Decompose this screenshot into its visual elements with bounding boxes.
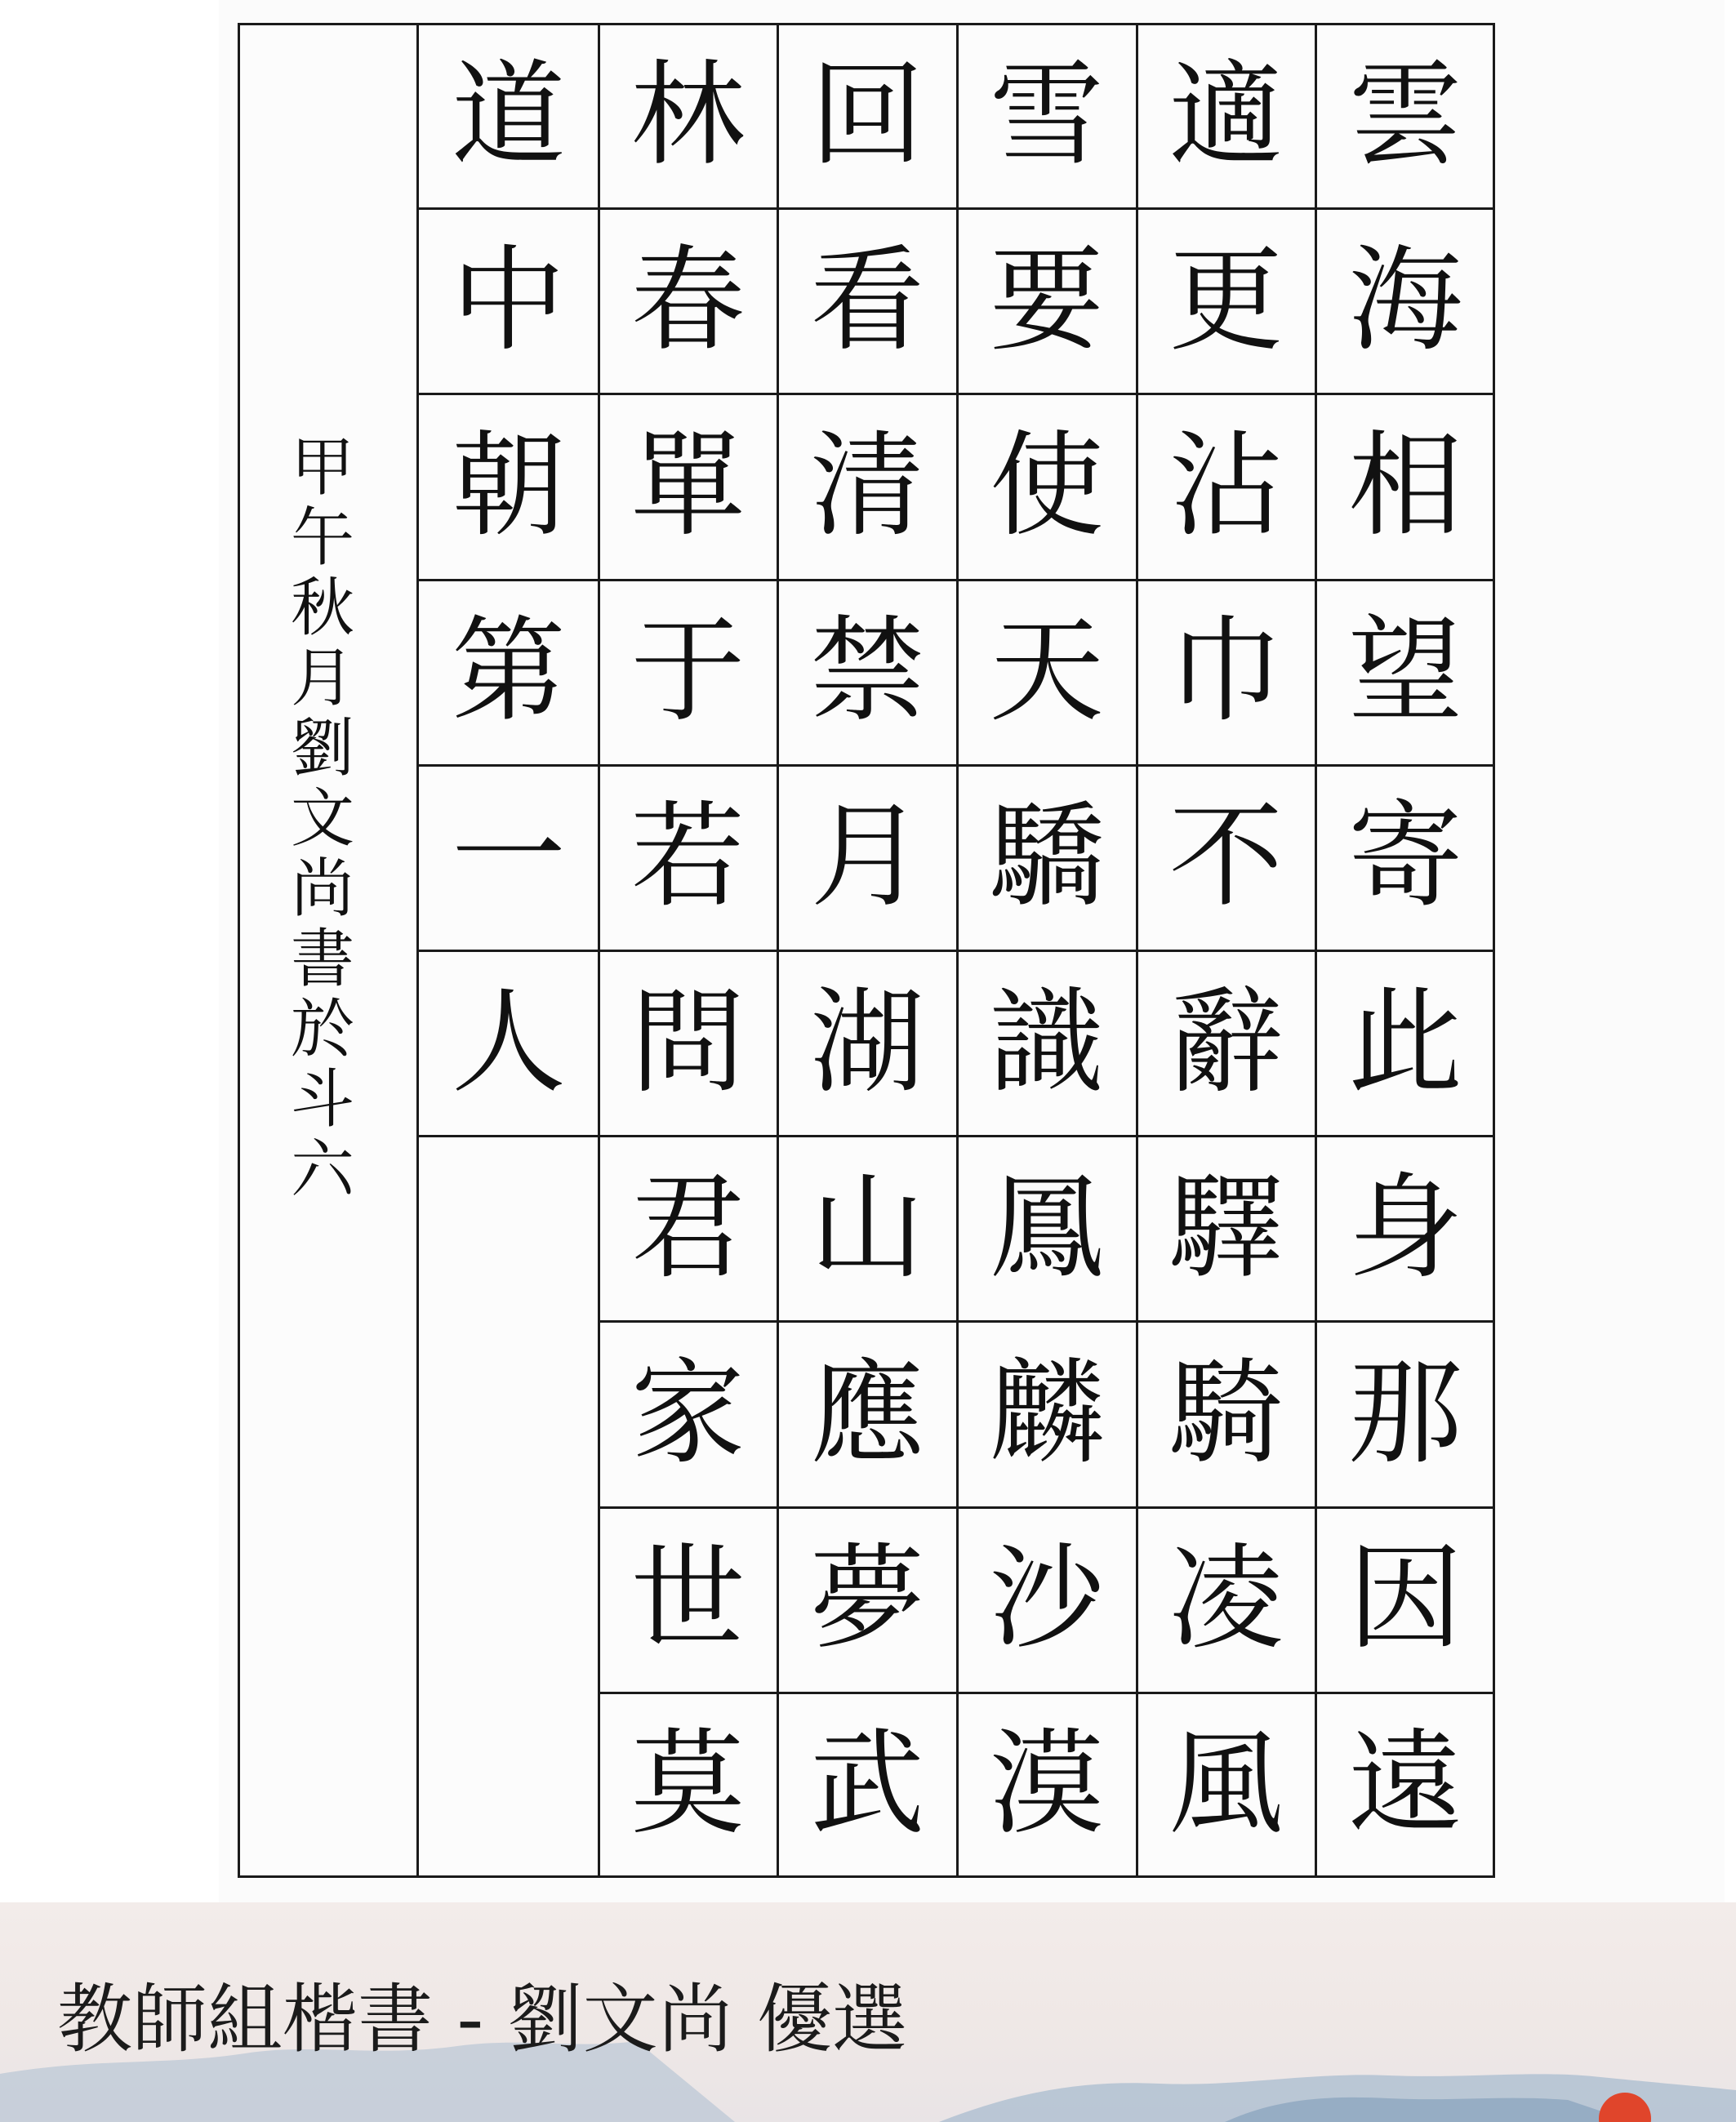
calligraphy-character: 識 (989, 976, 1104, 1110)
calligraphy-character: 武 (810, 1718, 925, 1852)
calligraphy-character: 鳳 (989, 1161, 1104, 1295)
calligraphy-character: 道 (451, 48, 566, 182)
calligraphy-character: 風 (1168, 1718, 1284, 1852)
calligraphy-character: 那 (1348, 1346, 1463, 1480)
calligraphy-character: 中 (451, 234, 566, 367)
calligraphy-character: 凌 (1168, 1533, 1284, 1666)
calligraphy-character: 問 (630, 976, 746, 1110)
calligraphy-character: 世 (630, 1533, 746, 1666)
calligraphy-character: 漠 (989, 1718, 1104, 1852)
calligraphy-character: 寄 (1348, 790, 1463, 924)
calligraphy-character: 天 (989, 605, 1104, 739)
calligraphy-character: 因 (1348, 1533, 1463, 1666)
calligraphy-character: 此 (1348, 976, 1463, 1110)
calligraphy-character: 沾 (1168, 419, 1284, 553)
calligraphy-character: 雲 (1348, 48, 1463, 182)
calligraphy-character: 禁 (810, 605, 925, 739)
calligraphy-character: 林 (630, 48, 746, 182)
calligraphy-character: 春 (630, 234, 746, 367)
calligraphy-character: 人 (451, 976, 566, 1110)
signature-inscription: 甲午秋月劉文尚書於斗六 (290, 431, 354, 1207)
calligraphy-character: 若 (630, 790, 746, 924)
calligraphy-character: 沙 (989, 1533, 1104, 1666)
calligraphy-character: 看 (810, 234, 925, 367)
calligraphy-character: 湖 (810, 976, 925, 1110)
calligraphy-character: 第 (451, 605, 566, 739)
calligraphy-character: 騎 (1168, 1346, 1284, 1480)
calligraphy-character: 回 (810, 48, 925, 182)
calligraphy-character: 家 (630, 1346, 746, 1480)
calligraphy-character: 莫 (630, 1718, 746, 1852)
calligraphy-character: 適 (1168, 48, 1284, 182)
calligraphy-character: 驛 (1168, 1161, 1284, 1295)
calligraphy-character: 一 (451, 790, 566, 924)
calligraphy-character: 遠 (1348, 1718, 1463, 1852)
calligraphy-character: 海 (1348, 234, 1463, 367)
calligraphy-character: 使 (989, 419, 1104, 553)
calligraphy-character: 應 (810, 1346, 925, 1480)
calligraphy-character: 望 (1348, 605, 1463, 739)
calligraphy-character: 身 (1348, 1161, 1463, 1295)
caption-banner (0, 1902, 1736, 2122)
calligraphy-character: 辭 (1168, 976, 1284, 1110)
calligraphy-character: 驕 (989, 790, 1104, 924)
calligraphy-character: 月 (810, 790, 925, 924)
calligraphy-character: 朝 (451, 419, 566, 553)
calligraphy-character: 夢 (810, 1533, 925, 1666)
calligraphy-character: 清 (810, 419, 925, 553)
calligraphy-character: 單 (630, 419, 746, 553)
calligraphy-character: 雪 (989, 48, 1104, 182)
calligraphy-character: 君 (630, 1161, 746, 1295)
calligraphy-character: 更 (1168, 234, 1284, 367)
caption-title: 教師組楷書 - 劉文尚 優選 (57, 1976, 907, 2063)
calligraphy-character: 山 (810, 1161, 925, 1295)
calligraphy-character: 巾 (1168, 605, 1284, 739)
calligraphy-character: 于 (630, 605, 746, 739)
calligraphy-character: 要 (989, 234, 1104, 367)
calligraphy-character: 不 (1168, 790, 1284, 924)
calligraphy-character: 相 (1348, 419, 1463, 553)
calligraphy-character: 麟 (989, 1346, 1104, 1480)
